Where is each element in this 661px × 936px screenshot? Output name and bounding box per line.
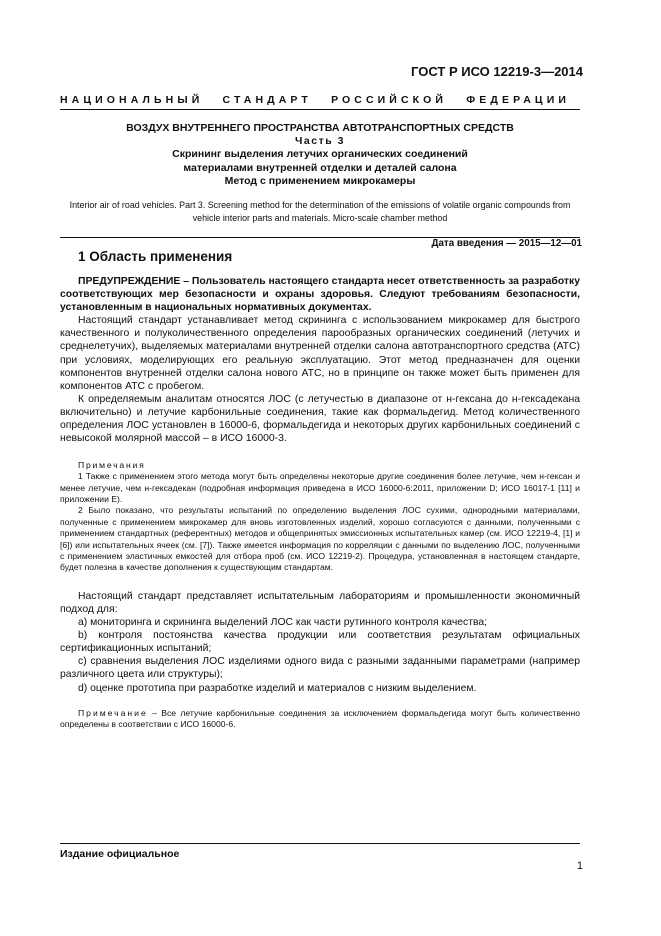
title-part: Часть 3 bbox=[295, 135, 345, 148]
title-line-3: материалами внутренней отделки и деталей салона bbox=[183, 161, 457, 174]
section-body bbox=[60, 275, 580, 731]
warning-paragraph: ПРЕДУПРЕЖДЕНИЕ – Пользователь настоящего стандарта несет ответственность за разработку соответствующих мер безопасности и охраны здоровья. Следуют требованиям безопасности, установленным в национальных нормативных документах. bbox=[60, 276, 580, 314]
official-edition-label: Издание официальное bbox=[60, 848, 180, 860]
document-code: ГОСТ Р ИСО 12219-3—2014 bbox=[411, 64, 583, 79]
final-note-label: Примечание bbox=[78, 707, 148, 718]
title-line-2: Скрининг выделения летучих органических соединений bbox=[172, 148, 468, 161]
final-note bbox=[60, 708, 580, 732]
header-divider bbox=[60, 109, 580, 110]
list-item-c: c) сравнения выделения ЛОС изделиями одного вида с разными заданными параметрами (например различного цвета или структуры); bbox=[60, 656, 580, 681]
list-item-b: b) контроля постоянства качества продукции или соответствия результатам официальных сертификационных испытаний; bbox=[60, 630, 580, 655]
national-standard-banner: НАЦИОНАЛЬНЫЙ СТАНДАРТ РОССИЙСКОЙ ФЕДЕРАЦИИ bbox=[60, 94, 570, 106]
scope-paragraph-3: Настоящий стандарт представляет испытательным лабораториям и промышленности экономичный подход для: bbox=[60, 590, 580, 615]
scope-paragraph-1: Настоящий стандарт устанавливает метод скрининга с использованием микрокамер для быстрого качественного и полуколичественного определения парообразных органических соединений (летучих и среднелетучих), выделяемых материалами внутренней отделки салона автотранспортного средства (АТС) при условиях, моделирующих его реальную эксплуатацию. Этот метод предназначен для оценки компонентов внутренней отделки салона нового АТС, но в принципе он также может быть применен для компонентов АТС с пробегом. bbox=[60, 315, 580, 392]
introduction-date: Дата введения — 2015—12—01 bbox=[431, 238, 582, 249]
final-note-text: – Все летучие карбонильные соединения за исключением формальдегида могут быть количественно определены в соответствии с ИСО 16000-6. bbox=[60, 707, 580, 730]
note-2: 2 Было показано, что результаты испытаний по определению выделения ЛОС сухими, однородными материалами, полученные с применением микрокамер для вновь изготовленных изделий, хорошо согласуются с данными, полученными с применением стандартных (референтных) методов и общепринятых эмиссионных испытательных камер (см. ИСО 12219-4, [1] и [6]) или испытательных ячеек (см. [7]). Также имеется информация по корреляции с данными по выделению ЛОС, полученными с применением эластичных емкостей для отбора проб (см. ИСО 12219-2). Процедура, установленная в настоящем стандарте, будет полезна в качестве дополнения к существующим стандартам. bbox=[60, 505, 580, 573]
title-line-1: ВОЗДУХ ВНУТРЕННЕГО ПРОСТРАНСТВА АВТОТРАНСПОРТНЫХ СРЕДСТВ bbox=[126, 122, 514, 134]
list-item-d: d) оценке прототипа при разработке изделий и материалов с низким выделением. bbox=[78, 682, 477, 694]
title-line-4: Метод с применением микрокамеры bbox=[224, 174, 416, 187]
footer-divider bbox=[60, 843, 580, 844]
note-1: 1 Также с применением этого метода могут быть определены некоторые другие соединения более летучие, чем н-гексан и менее летучие, чем н-гексадекан (подробная информация приведена в ИСО 16000-6:2011, приложении D; ИСО 16017-1 [11] и приложении Е). bbox=[60, 471, 580, 505]
section-heading: 1 Область применения bbox=[78, 249, 233, 264]
list-item-a: a) мониторинга и скрининга выделений ЛОС как части рутинного контроля качества; bbox=[78, 617, 488, 629]
scope-paragraph-2: К определяемым аналитам относятся ЛОС (с летучестью в диапазоне от н-гексана до н-гексадекана включительно) и летучие карбонильные соединения, такие как формальдегид. Метод количественного определения ЛОС установлен в 16000-6, формальдегида и некоторых других карбонильных соединений с невысокой молярной массой – в ИСО 16000-3. bbox=[60, 393, 580, 445]
document-title bbox=[60, 122, 580, 188]
english-title: Interior air of road vehicles. Part 3. Screening method for the determination of the emissions of volatile organic compounds from vehicle interior parts and materials. Micro-scale chamber method bbox=[69, 200, 571, 223]
page-number: 1 bbox=[576, 860, 583, 872]
notes-heading: Примечания bbox=[78, 460, 146, 471]
